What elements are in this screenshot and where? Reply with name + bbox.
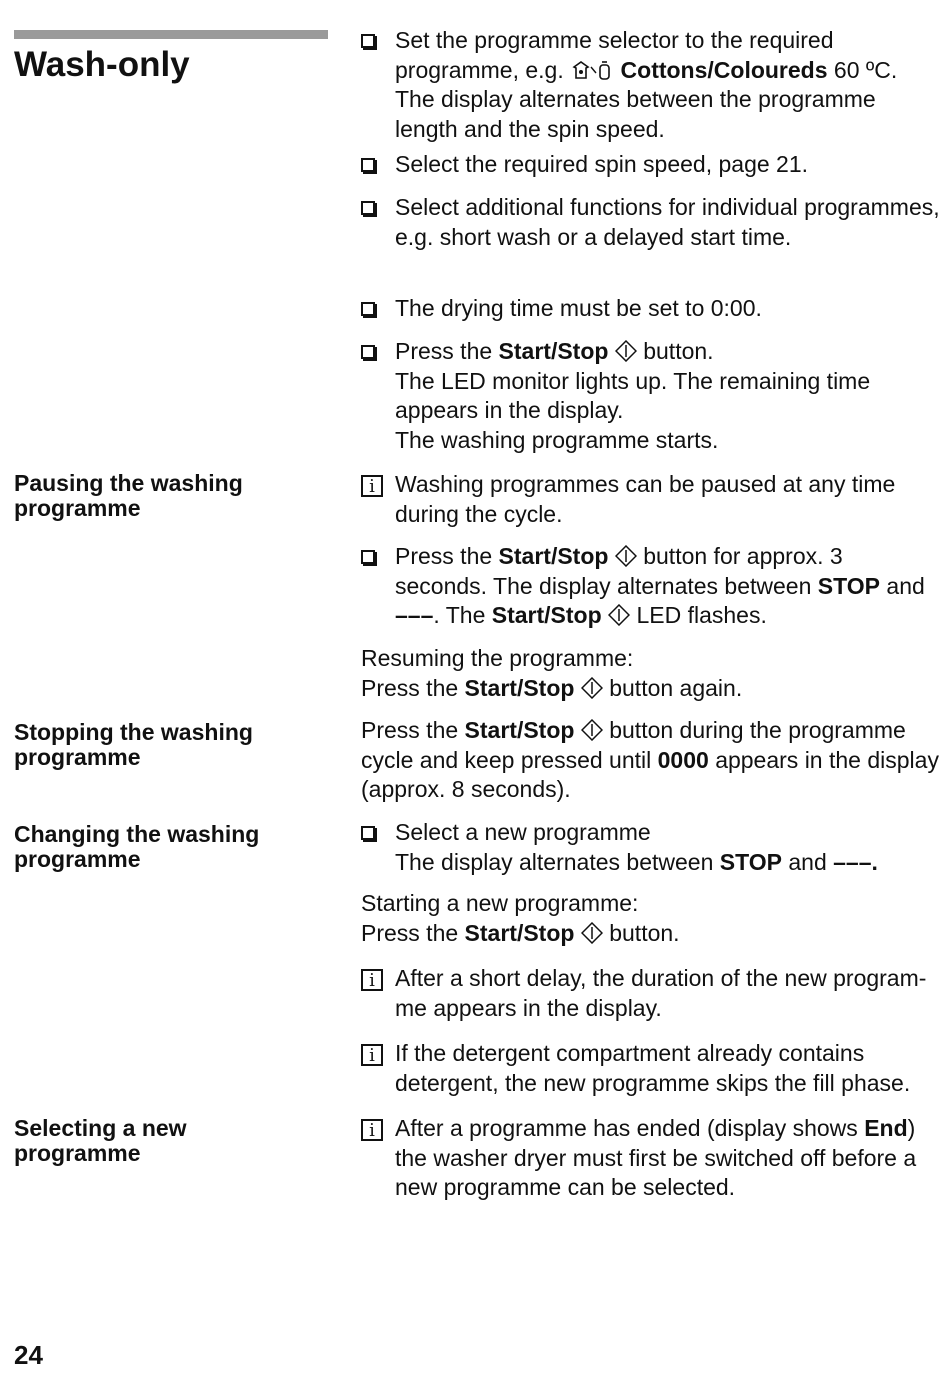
section-heading-changing: Changing the washing programme [14, 821, 260, 872]
step-additional-functions: Select additional functions for individual programmes, e.g. short wash or a delayed start time. [361, 193, 941, 252]
checkbox-bullet-icon [361, 158, 375, 172]
checkbox-bullet-icon [361, 550, 375, 564]
info-icon: i [361, 969, 383, 991]
checkbox-bullet-icon [361, 34, 375, 48]
step-drying-time: The drying time must be set to 0:00. [361, 294, 941, 324]
checkbox-bullet-icon [361, 201, 375, 215]
info-icon: i [361, 475, 383, 497]
header-rule [14, 30, 328, 39]
checkbox-bullet-icon [361, 302, 375, 316]
checkbox-bullet-icon [361, 826, 375, 840]
page-number: 24 [14, 1340, 43, 1370]
start-stop-diamond-icon [615, 340, 637, 362]
step-pause: Press the Start/Stop button for approx. 3 seconds. The display alternates between STOP and –––. The Start/Stop LED flashes. [361, 542, 941, 631]
start-stop-diamond-icon [608, 604, 630, 626]
info-pausing: i Washing programmes can be paused at any time during the cycle. [361, 470, 941, 529]
start-stop-diamond-icon [581, 677, 603, 699]
cottons-program-icon [570, 59, 614, 81]
step-press-start: Press the Start/Stop button. The LED monitor lights up. The remaining time appears in the display. The washing programme starts. [361, 337, 941, 455]
start-stop-diamond-icon [615, 545, 637, 567]
info-detergent: i If the detergent compartment already contains detergent, the new programme skips the fill phase. [361, 1039, 941, 1098]
info-icon: i [361, 1119, 383, 1141]
info-programme-ended: i After a programme has ended (display shows End) the washer dryer must first be switched off before a new programme can be selected. [361, 1114, 941, 1203]
section-heading-selecting: Selecting a new programme [14, 1115, 187, 1166]
info-new-duration: i After a short delay, the duration of the new program-me appears in the display. [361, 964, 941, 1023]
resume-paragraph: Resuming the programme: Press the Start/Stop button again. [361, 645, 743, 701]
start-new-paragraph: Starting a new programme: Press the Start/Stop button. [361, 890, 680, 946]
section-heading-stopping: Stopping the washing programme [14, 719, 253, 770]
section-heading-pausing: Pausing the washing programme [14, 470, 243, 521]
checkbox-bullet-icon [361, 345, 375, 359]
step-select-new: Select a new programme The display alternates between STOP and –––. [361, 818, 941, 877]
step-spin-speed: Select the required spin speed, page 21. [361, 150, 941, 180]
start-stop-diamond-icon [581, 719, 603, 741]
start-stop-diamond-icon [581, 922, 603, 944]
stopping-paragraph: Press the Start/Stop button during the programme cycle and keep pressed until 0000 appears in the display (approx. 8 seconds). [361, 717, 939, 802]
info-icon: i [361, 1044, 383, 1066]
step-set-programme: Set the programme selector to the required programme, e.g. Cottons/Coloureds 60 ºC. The display alternates between the programme length and the spin speed. [361, 26, 941, 144]
page-title: Wash-only [14, 45, 190, 84]
